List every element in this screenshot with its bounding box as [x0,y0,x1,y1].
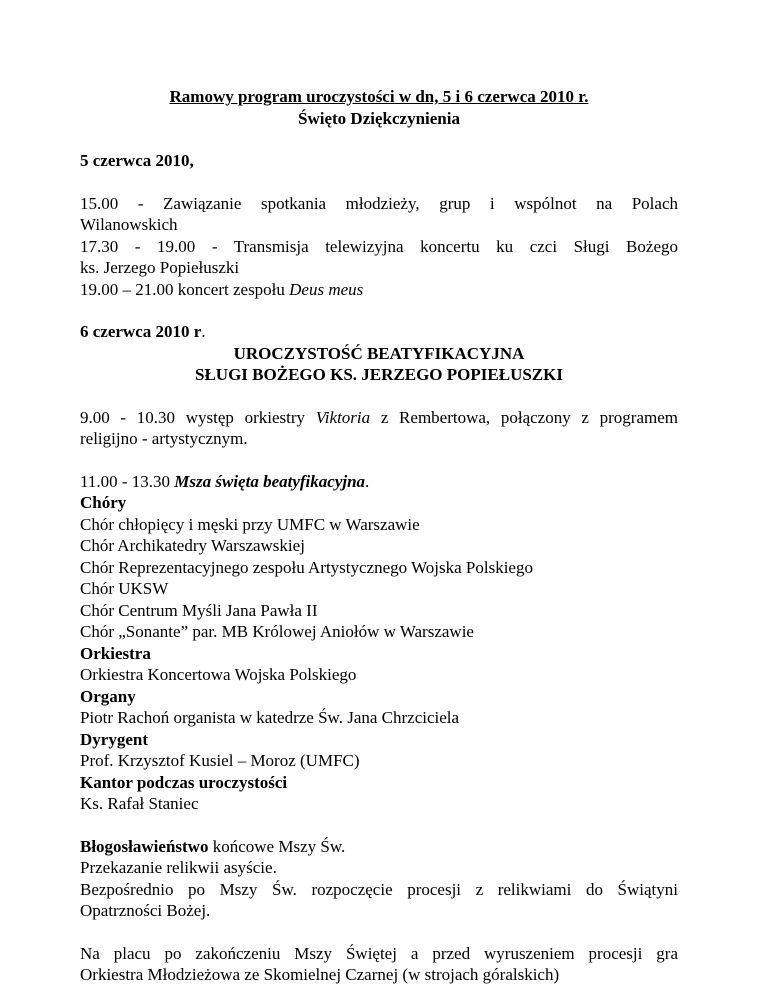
choir-item: Chór Centrum Myśli Jana Pawła II [80,600,318,620]
day1-heading: 5 czerwca 2010, [80,151,194,170]
final-line2: Orkiestra Młodzieżowa ze Skomielnej Czarnej (w strojach góralskich) [80,965,560,984]
orchestra-value: Orkiestra Koncertowa Wojska Polskiego [80,665,357,684]
orchestra-prefix: 9.00 - 10.30 występ orkiestry [80,407,316,427]
orchestra-line2: religijno - artystycznym. [80,429,248,448]
orchestra-name: Viktoria [315,407,371,427]
choir-item: Chór Reprezentacyjnego zespołu Artystycznego Wojska Polskiego [80,557,533,577]
orchestra-line1 [80,407,678,429]
concert-prefix: 19.00 – 21.00 koncert zespołu [80,279,290,299]
day2-heading-date: 6 czerwca 2010 r [80,322,202,341]
day1-item-1-line2: Wilanowskich [80,215,178,234]
day1-item-2-line1: 17.30 - 19.00 - Transmisja telewizyjna koncertu ku czci Sługi Bożego [80,236,678,256]
day1-concert [80,279,678,301]
orchestra-suffix: z Rembertowa, połączony z programem [370,407,678,427]
choir-item: Chór chłopięcy i męski przy UMFC w Warszawie [80,514,420,534]
conductor-heading: Dyrygent [80,729,148,749]
day2-heading-dot: . [201,322,206,341]
choir-item: Chór „Sonante” par. MB Królowej Aniołów w Warszawie [80,622,474,641]
procession-line2: Opatrzności Bożej. [80,901,211,920]
ceremony-line2: SŁUGI BOŻEGO KS. JERZEGO POPIEŁUSZKI [195,365,563,384]
mass-line [80,471,678,493]
ceremony-line1: UROCZYSTOŚĆ BEATYFIKACYJNA [233,343,525,363]
day1-item-2-line2: ks. Jerzego Popiełuszki [80,258,240,277]
day1-item-1-line1: 15.00 - Zawiązanie spotkania młodzieży, grup i wspólnot na Polach [80,193,678,213]
blessing-line [80,836,678,858]
final-line1: Na placu po zakończeniu Mszy Świętej a przed wyruszeniem procesji gra [80,943,678,963]
document-subtitle: Święto Dziękczynienia [298,108,460,128]
day2-heading [80,321,678,343]
choir-item: Chór UKSW [80,579,169,598]
mass-time: 11.00 - 13.30 [80,471,175,491]
conductor-value: Prof. Krzysztof Kusiel – Moroz (UMFC) [80,751,360,770]
relics-line: Przekazanie relikwii asyście. [80,858,277,877]
document-page [80,86,678,986]
organ-heading: Organy [80,686,136,706]
blessing-bold: Błogosławieństwo [80,836,209,856]
choir-item: Chór Archikatedry Warszawskiej [80,536,305,555]
cantor-value: Ks. Rafał Staniec [80,794,199,813]
cantor-heading: Kantor podczas uroczystości [80,772,288,792]
blessing-tail: końcowe Mszy Św. [208,836,346,856]
orchestra-heading: Orkiestra [80,643,151,663]
organ-value: Piotr Rachoń organista w katedrze Św. Jana Chrzciciela [80,708,460,727]
mass-dot: . [365,471,370,491]
concert-band: Deus meus [289,279,364,299]
procession-line1: Bezpośrednio po Mszy Św. rozpoczęcie procesji z relikwiami do Świątyni [80,879,678,899]
mass-title: Msza święta beatyfikacyjna [174,471,366,491]
choirs-heading: Chóry [80,493,127,512]
document-title: Ramowy program uroczystości w dn, 5 i 6 czerwca 2010 r. [169,87,589,106]
